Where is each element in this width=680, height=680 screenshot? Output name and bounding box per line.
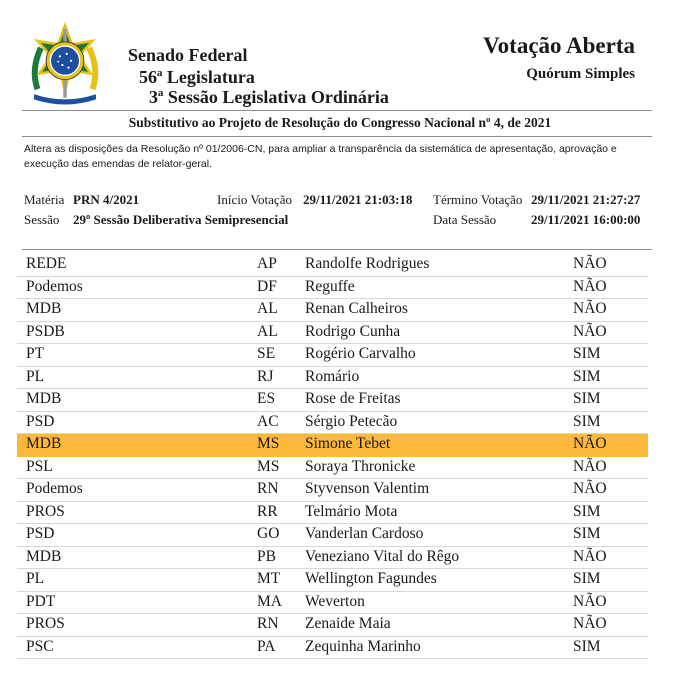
party-cell: MDB — [26, 435, 62, 452]
legislative-session: 3ª Sessão Legislativa Ordinária — [149, 87, 389, 107]
senator-name-cell: Rogério Carvalho — [305, 345, 416, 362]
vote-cell: NÃO — [573, 480, 607, 497]
vote-cell: NÃO — [573, 322, 607, 340]
senator-name-cell: Rodrigo Cunha — [305, 322, 401, 340]
senator-name-cell: Rose de Freitas — [305, 390, 401, 407]
data-sessao-label: Data Sessão — [433, 212, 497, 227]
vote-cell: SIM — [573, 637, 601, 655]
vote-cell: SIM — [573, 412, 601, 430]
materia-label: Matéria — [24, 192, 65, 207]
state-cell: AC — [257, 412, 279, 430]
table-row — [17, 277, 648, 300]
party-cell: PSDB — [26, 322, 65, 340]
vote-cell: SIM — [573, 345, 601, 362]
inicio-label: Início Votação — [217, 192, 292, 207]
page-title: Votação Aberta — [483, 33, 635, 58]
senator-name-cell: Zenaide Maia — [305, 615, 391, 632]
table-row — [17, 367, 648, 390]
senator-name-cell: Sérgio Petecão — [305, 412, 398, 430]
table-row — [17, 637, 648, 660]
termino-label: Término Votação — [433, 192, 523, 207]
ementa-text: Altera as disposições da Resolução nº 01/2006-CN, para ampliar a transparência da sistemática de apresentação, aprovação e execução das emendas de relator-geral. — [24, 143, 617, 170]
divider — [22, 136, 652, 137]
state-cell: MA — [257, 592, 282, 610]
sessao-value: 29º Sessão Deliberativa Semipresencial — [73, 212, 289, 227]
sessao-label: Sessão — [24, 212, 60, 227]
state-cell: MS — [257, 435, 280, 452]
party-cell: Podemos — [26, 277, 83, 295]
senator-name-cell: Telmário Mota — [305, 502, 398, 520]
table-row — [17, 457, 648, 480]
state-cell: AP — [257, 255, 277, 272]
table-row — [17, 434, 648, 457]
table-row — [17, 299, 648, 322]
senator-name-cell: Simone Tebet — [305, 435, 391, 452]
state-cell: GO — [257, 525, 280, 542]
table-row — [17, 389, 648, 412]
party-cell: PDT — [26, 592, 56, 610]
state-cell: DF — [257, 277, 277, 295]
vote-cell: SIM — [573, 367, 601, 385]
party-cell: MDB — [26, 300, 62, 317]
table-row — [17, 502, 648, 525]
vote-cell: SIM — [573, 570, 601, 587]
quorum-type: Quórum Simples — [526, 66, 635, 82]
state-cell: RN — [257, 615, 279, 632]
legislatura: 56ª Legislatura — [139, 67, 255, 87]
senator-name-cell: Vanderlan Cardoso — [305, 525, 424, 542]
data-sessao-value: 29/11/2021 16:00:00 — [531, 212, 641, 227]
table-row — [17, 614, 648, 637]
party-cell: REDE — [26, 255, 67, 272]
table-row — [17, 412, 648, 435]
subject-heading: Substitutivo ao Projeto de Resolução do Congresso Nacional nº 4, de 2021 — [128, 115, 552, 130]
state-cell: PA — [257, 637, 276, 655]
party-cell: MDB — [26, 547, 62, 565]
senator-name-cell: Soraya Thronicke — [305, 457, 416, 475]
vote-cell: NÃO — [573, 615, 607, 632]
state-cell: MS — [257, 457, 280, 475]
vote-cell: NÃO — [573, 300, 607, 317]
brazil-coat-of-arms-icon — [22, 22, 108, 108]
materia-value: PRN 4/2021 — [73, 192, 140, 207]
vote-cell: NÃO — [573, 435, 607, 452]
senator-name-cell: Romário — [305, 367, 360, 385]
state-cell: RN — [257, 480, 279, 497]
party-cell: PSC — [26, 637, 54, 655]
senator-name-cell: Zequinha Marinho — [305, 637, 421, 655]
senator-name-cell: Weverton — [305, 592, 365, 610]
table-row — [17, 592, 648, 615]
vote-cell: SIM — [573, 390, 601, 407]
party-cell: PL — [26, 570, 45, 587]
divider — [22, 110, 652, 111]
senator-name-cell: Wellington Fagundes — [305, 570, 437, 587]
party-cell: PSD — [26, 412, 55, 430]
party-cell: PT — [26, 345, 45, 362]
table-row — [17, 569, 648, 592]
senator-name-cell: Reguffe — [305, 277, 355, 295]
party-cell: Podemos — [26, 480, 83, 497]
vote-cell: NÃO — [573, 592, 607, 610]
state-cell: SE — [257, 345, 276, 362]
state-cell: MT — [257, 570, 281, 587]
votes-table — [17, 254, 648, 659]
senator-name-cell: Styvenson Valentim — [305, 480, 430, 497]
party-cell: PSD — [26, 525, 55, 542]
table-row — [17, 524, 648, 547]
party-cell: PSL — [26, 457, 53, 475]
party-cell: PL — [26, 367, 45, 385]
termino-value: 29/11/2021 21:27:27 — [531, 192, 641, 207]
vote-cell: NÃO — [573, 255, 607, 272]
state-cell: RR — [257, 502, 278, 520]
state-cell: AL — [257, 322, 278, 340]
senator-name-cell: Veneziano Vital do Rêgo — [305, 547, 460, 565]
vote-cell: NÃO — [573, 547, 607, 565]
table-row — [17, 344, 648, 367]
party-cell: MDB — [26, 390, 62, 407]
table-row — [17, 254, 648, 277]
state-cell: RJ — [257, 367, 274, 385]
vote-cell: NÃO — [573, 277, 607, 295]
state-cell: ES — [257, 390, 276, 407]
senator-name-cell: Randolfe Rodrigues — [305, 255, 430, 272]
divider — [22, 249, 652, 250]
vote-cell: SIM — [573, 525, 601, 542]
state-cell: AL — [257, 300, 278, 317]
org-name: Senado Federal — [128, 45, 248, 65]
vote-cell: SIM — [573, 502, 601, 520]
party-cell: PROS — [26, 502, 65, 520]
table-row — [17, 547, 648, 570]
inicio-value: 29/11/2021 21:03:18 — [303, 192, 413, 207]
state-cell: PB — [257, 547, 276, 565]
vote-cell: NÃO — [573, 457, 607, 475]
table-row — [17, 322, 648, 345]
table-row — [17, 479, 648, 502]
party-cell: PROS — [26, 615, 65, 632]
senator-name-cell: Renan Calheiros — [305, 300, 408, 317]
